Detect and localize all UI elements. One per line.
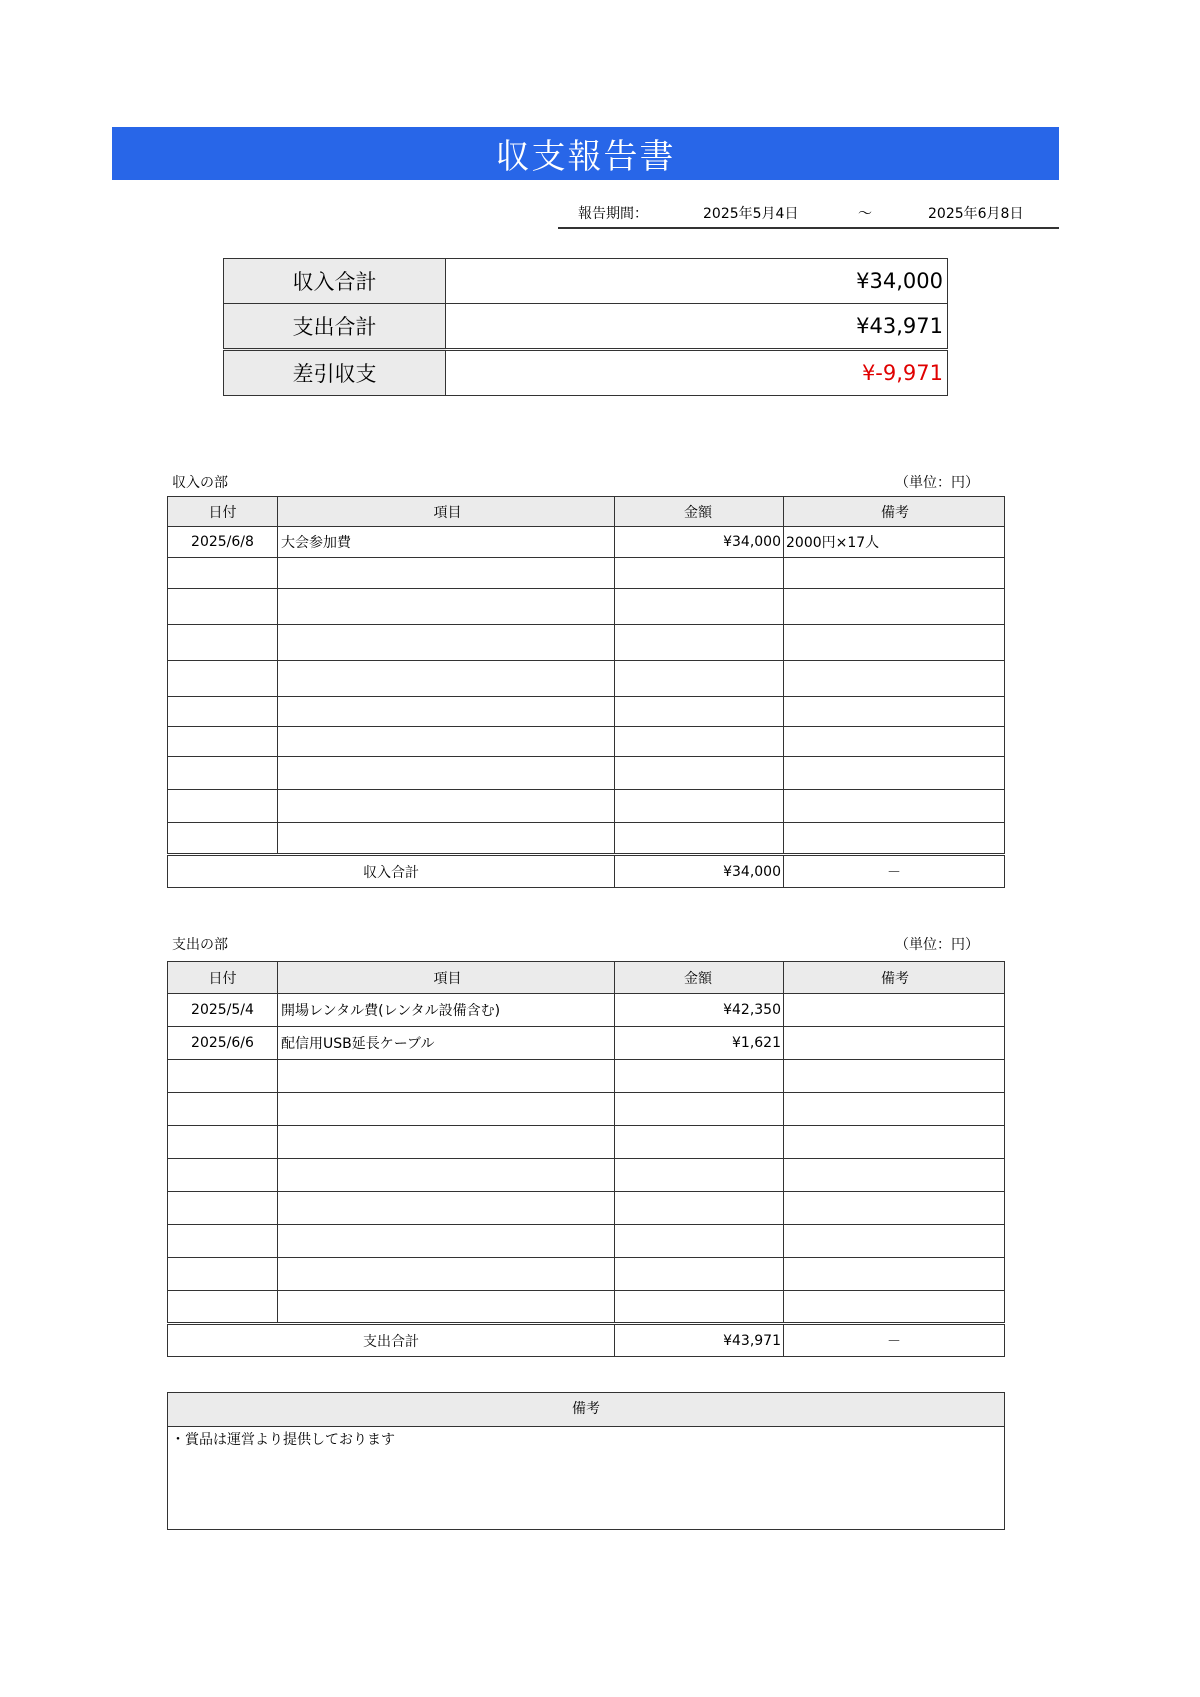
income-table <box>167 496 1005 888</box>
summary-income-value: ¥34,000 <box>446 259 948 304</box>
expense-amount: ¥1,621 <box>615 1027 784 1060</box>
period-end: 2025年6月8日 <box>928 206 1024 222</box>
income-date: 2025/6/8 <box>168 527 278 558</box>
table-row <box>168 1291 1005 1324</box>
table-row <box>168 589 1005 625</box>
table-row <box>168 697 1005 727</box>
expense-col-note: 備考 <box>784 962 1005 994</box>
expense-col-amount: 金額 <box>615 962 784 994</box>
table-row <box>168 1225 1005 1258</box>
expense-total-row <box>168 1324 1005 1357</box>
income-total-note: － <box>784 855 1005 888</box>
expense-item: 開場レンタル費(レンタル設備含む) <box>278 994 615 1027</box>
table-row <box>168 823 1005 855</box>
income-unit-label: （単位：円） <box>895 475 979 491</box>
report-period <box>558 200 1059 229</box>
table-row <box>168 757 1005 790</box>
table-row <box>168 1126 1005 1159</box>
table-row <box>168 1258 1005 1291</box>
income-col-note: 備考 <box>784 497 1005 527</box>
table-row <box>168 1093 1005 1126</box>
table-row <box>168 790 1005 823</box>
expense-col-date: 日付 <box>168 962 278 994</box>
summary-expense-label: 支出合計 <box>224 304 446 350</box>
income-total-amount: ¥34,000 <box>615 855 784 888</box>
table-row <box>168 527 1005 558</box>
income-amount: ¥34,000 <box>615 527 784 558</box>
table-row <box>168 1027 1005 1060</box>
summary-balance-value: ¥-9,971 <box>446 350 948 396</box>
expense-note <box>784 994 1005 1027</box>
expense-unit-label: （単位：円） <box>895 937 979 953</box>
income-section-label: 収入の部 <box>172 475 228 491</box>
table-row <box>168 727 1005 757</box>
income-col-amount: 金額 <box>615 497 784 527</box>
income-total-label: 収入合計 <box>168 855 615 888</box>
expense-date: 2025/6/6 <box>168 1027 278 1060</box>
notes-heading: 備考 <box>168 1393 1004 1427</box>
page-title: 収支報告書 <box>112 127 1059 180</box>
table-row <box>168 1159 1005 1192</box>
summary-income-label: 収入合計 <box>224 259 446 304</box>
expense-total-note: － <box>784 1324 1005 1357</box>
table-row <box>168 558 1005 589</box>
notes-text: ・賞品は運営より提供しております <box>171 1432 395 1448</box>
period-separator: ～ <box>858 206 872 222</box>
expense-total-label: 支出合計 <box>168 1324 615 1357</box>
expense-section-label: 支出の部 <box>172 937 228 953</box>
income-total-row <box>168 855 1005 888</box>
expense-total-amount: ¥43,971 <box>615 1324 784 1357</box>
income-item: 大会参加費 <box>278 527 615 558</box>
table-row <box>168 1060 1005 1093</box>
summary-table <box>223 258 948 396</box>
income-note: 2000円×17人 <box>784 527 1005 558</box>
period-start: 2025年5月4日 <box>703 206 799 222</box>
expense-amount: ¥42,350 <box>615 994 784 1027</box>
expense-note <box>784 1027 1005 1060</box>
expense-date: 2025/5/4 <box>168 994 278 1027</box>
expense-col-item: 項目 <box>278 962 615 994</box>
expense-table <box>167 961 1005 1357</box>
notes-box <box>167 1392 1005 1530</box>
table-row <box>168 1192 1005 1225</box>
income-col-date: 日付 <box>168 497 278 527</box>
period-label: 報告期間： <box>578 206 648 222</box>
income-col-item: 項目 <box>278 497 615 527</box>
summary-expense-value: ¥43,971 <box>446 304 948 350</box>
table-row <box>168 625 1005 661</box>
expense-item: 配信用USB延長ケーブル <box>278 1027 615 1060</box>
table-row <box>168 994 1005 1027</box>
table-row <box>168 661 1005 697</box>
summary-balance-label: 差引収支 <box>224 350 446 396</box>
